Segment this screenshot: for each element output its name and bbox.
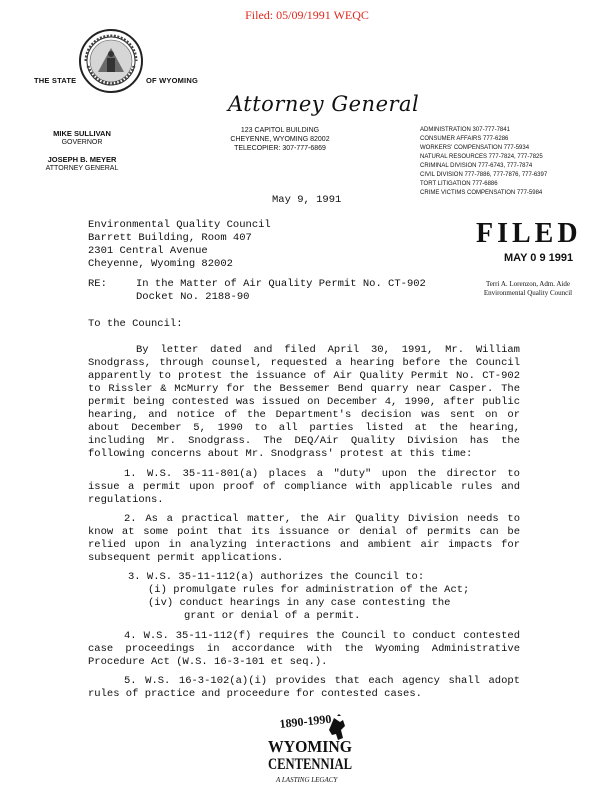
centennial-line2: CENTENNIAL [268,756,352,773]
division-line: ADMINISTRATION 307-777-7841 [420,127,510,133]
filed-stamp-header: Filed: 05/09/1991 WEQC [245,8,369,22]
addressee-line: Environmental Quality Council [88,219,271,231]
centennial-tagline: A LASTING LEGACY [276,776,338,784]
filed-stamp-date: MAY 0 9 1991 [504,252,574,264]
address-line: 123 CAPITOL BUILDING [240,127,320,134]
division-phone-list [420,126,547,198]
body-paragraph-3: 2. As a practical matter, the Air Quality Division needs to know at some point that its issuance or denial of permits can be relied upon in analyzing interactions and ambient air impacts for subsequent permit applications. [88,513,520,564]
attorney-general-name: JOSEPH B. MEYER [47,155,117,164]
item3-subitem-iv-cont: grant or denial of a permit. [184,610,361,622]
body-item-3 [128,571,469,623]
addressee-block [88,219,271,271]
filed-stamp-clerk [452,280,604,298]
attorney-general-title: ATTORNEY GENERAL [45,165,119,172]
body-paragraph-5: 5. W.S. 16-3-102(a)(i) provides that each agency shall adopt rules of practice and proceedure for contested cases. [88,675,520,700]
office-title: Attorney General [228,92,420,116]
re-subject [136,278,426,304]
officials-block [22,129,142,173]
re-label: RE: [88,278,107,290]
item3-lead: 3. W.S. 35-11-112(a) authorizes the Council to: [128,571,425,583]
state-name-left: THE STATE [34,76,77,85]
clerk-name: Terri A. Lorenzon, Adm. Aide [485,280,571,288]
office-address [200,126,360,153]
addressee-line: Cheyenne, Wyoming 82002 [88,258,233,270]
body-paragraph-4: 4. W.S. 35-11-112(f) requires the Council to conduct contested case proceedings in accordance with the Wyoming Administrative Procedure Act (W.S. 16-3-101 et seq.). [88,630,520,668]
division-line: CRIME VICTIMS COMPENSATION 777-5984 [420,190,543,196]
item3-subitem-i: (i) promulgate rules for administration of the Act; [148,584,470,596]
division-line: CRIMINAL DIVISION 777-6743, 777-7874 [420,163,533,169]
centennial-logo-icon [262,711,358,788]
salutation: To the Council: [88,318,183,330]
division-line: WORKERS' COMPENSATION 777-5934 [420,145,530,151]
re-line: In the Matter of Air Quality Permit No. CT-902 [136,278,426,290]
division-line: NATURAL RESOURCES 777-7824, 777-7825 [420,154,543,160]
item3-subitem-iv: (iv) conduct hearings in any case contesting the [148,597,451,609]
letter-date: May 9, 1991 [272,194,342,206]
address-line: TELECOPIER: 307-777-6869 [234,145,326,152]
governor-title: GOVERNOR [61,139,103,146]
address-line: CHEYENNE, WYOMING 82002 [230,136,330,143]
state-name-right: OF WYOMING [146,76,198,85]
centennial-line1: WYOMING [268,737,352,756]
governor-name: MIKE SULLIVAN [53,129,111,138]
addressee-line: Barrett Building, Room 407 [88,232,252,244]
body-paragraph-1: By letter dated and filed April 30, 1991, Mr. William Snodgrass, through counsel, requested a hearing before the Council apparently to protest the issuance of Air Quality Permit No. CT-902 to Rissler & McMurry for the Bessemer Bend quarry near Casper. The permit being contested was issued on December 4, 1990, after public hearing, and notice of the Department's decision was sent on or about December 5, 1990 to all parties listed at the hearing, including Mr. Snodgrass. The DEQ/Air Quality Division has the following concerns about Mr. Snodgrass' protest at this time: [88,344,520,460]
re-line: Docket No. 2188-90 [136,291,250,303]
state-seal-icon [78,28,144,94]
division-line: CIVIL DIVISION 777-7886, 777-7876, 777-6397 [420,172,548,178]
centennial-years: 1890-1990 [278,711,333,731]
body-paragraph-2: 1. W.S. 35-11-801(a) places a "duty" upon the director to issue a permit upon proof of compliance with applicable rules and regulations. [88,468,520,506]
addressee-line: 2301 Central Avenue [88,245,208,257]
clerk-body: Environmental Quality Council [483,289,573,297]
filed-stamp-label: FILED [476,218,582,249]
division-line: CONSUMER AFFAIRS 777-6286 [420,136,509,142]
division-line: TORT LITIGATION 777-6886 [420,181,498,187]
